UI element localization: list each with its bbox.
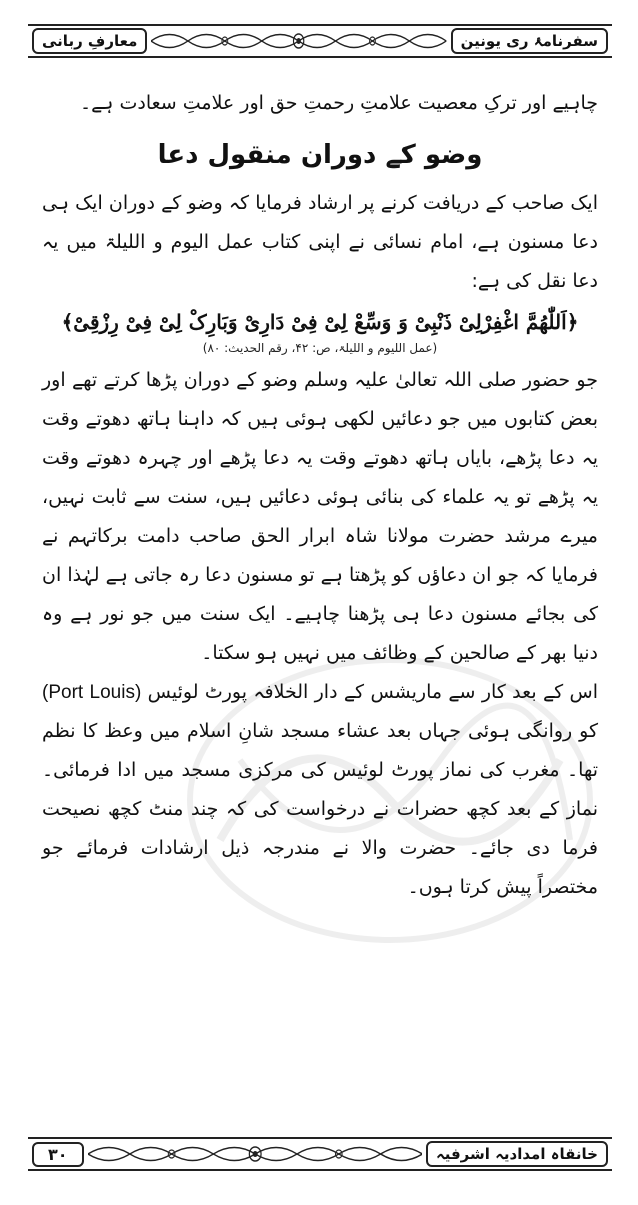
page-body <box>42 84 598 1124</box>
dua-text: ﴿اَللّٰھُمَّ اغْفِرْلِیْ ذَنْبِیْ وَ وَسِّعْ لِیْ فِیْ دَارِیْ وَبَارِکْ لِیْ فِیْ رِزْقِیْ﴾ <box>61 310 579 334</box>
section-heading: وضو کے دوران منقول دعا <box>157 140 483 170</box>
paragraph-1: ایک صاحب کے دریافت کرنے پر ارشاد فرمایا کہ وضو کے دوران ایک ہی دعا مسنون ہے، امام نسائی نے اپنی کتاب عمل الیوم و اللیلۃ میں یہ دعا نقل کی ہے: <box>42 192 598 292</box>
dua-reference: (عمل اللیوم و اللیلۃ، ص: ۴۲، رقم الحدیث: ۸۰) <box>202 341 438 355</box>
footer-ornament <box>88 1141 422 1167</box>
floral-ornament-icon <box>151 28 446 54</box>
page-header <box>28 24 612 58</box>
floral-ornament-icon <box>88 1141 422 1167</box>
header-section-title: سفرنامۂ ری یونین <box>451 28 608 54</box>
header-ornament <box>151 28 446 54</box>
latin-louis: Louis) <box>89 682 142 703</box>
latin-port: (Port <box>42 682 84 703</box>
intro-line: چاہیے اور ترکِ معصیت علامتِ رحمتِ حق اور علامتِ سعادت ہے۔ <box>80 92 598 114</box>
header-book-title: معارفِ ربانی <box>32 28 147 54</box>
paragraph-3 <box>42 673 598 907</box>
page-footer <box>28 1137 612 1171</box>
paragraph-3-rest: کو روانگی ہوئی جہاں بعد عشاء مسجد شانِ اسلام میں وعظ کا نظم تھا۔ مغرب کی نماز پورٹ لوئیس کی مرکزی مسجد میں ادا فرمائی۔ نماز کے بعد کچھ حضرات نے درخواست کی کہ چند منٹ کچھ نصیحت فرما دی جائے۔ حضرت والا نے مندرجہ ذیل ارشادات فرمائے جو مختصراً پیش کرتا ہوں۔ <box>42 720 598 898</box>
paragraph-3-start: اس کے بعد کار سے ماریشس کے دار الخلافہ پورٹ لوئیس <box>147 681 598 703</box>
footer-publisher-label: خانقاہ امدادیہ اشرفیہ <box>426 1141 608 1167</box>
page-number: ۳۰ <box>32 1142 84 1167</box>
paragraph-2: جو حضور صلی اللہ تعالیٰ علیہ وسلم وضو کے دوران پڑھا کرتے تھے اور بعض کتابوں میں جو دعائیں لکھی ہوئی ہیں کہ داہنا ہاتھ دھوتے وقت یہ دعا پڑھے، بایاں ہاتھ دھوتے وقت یہ دعا پڑھے اور چہرہ دھوتے وقت یہ پڑھے تو یہ علماء کی بنائی ہوئی دعائیں ہیں، سنت سے ثابت نہیں، میرے مرشد حضرت مولانا شاہ ابرار الحق صاحب دامت برکاتہم نے فرمایا کہ جو ان دعاؤں کو پڑھتا ہے تو مسنون دعا رہ جاتی ہے لہٰذا ان کی بجائے مسنون دعا ہی پڑھنا چاہیے۔ ایک سنت میں جو نور ہے وہ دنیا بھر کے صالحین کے وظائف میں نہیں ہو سکتا۔ <box>42 369 598 664</box>
